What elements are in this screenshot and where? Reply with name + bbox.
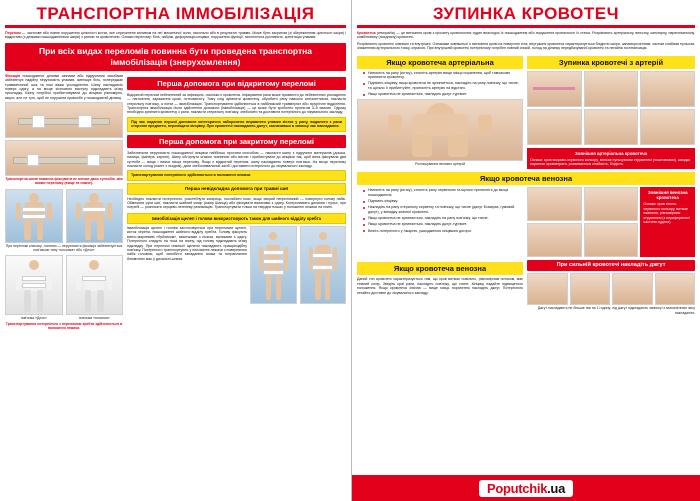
photo-tourniquet-step-3: [612, 273, 653, 305]
arterial-step: Підніміть кінцівку, якщо кровотеча не зупиняється, накладіть на рану пов'язку, що тисне, та щільно її прибинтуйте, притисніть артерію на відстані.: [363, 81, 523, 90]
bleeding-intro-text: (гемораґія) — це витікання крові з просвіту кровоносних судин внаслідок їх пошкодження або порушення проникності їх стінки. Розрізняють артеріальну, венозну, капілярну, паренхіматозну, комбіновану (поєднану) кровотечі.: [357, 31, 695, 40]
closed-fracture-text: Забезпечити нерухомість пошкодженої кінцівки найбільш простим способом — накласти шину з підручних матеріалів (дошка, палиця, фанера, картон). Шину обгорнути м'якою тканиною або ватою і прибинтувати до кінцівки так, щоб вона фіксувала два суглоби — вище і нижче місця перелому. Якщо є відкритий перелом, шину накладають поверх пов'язки. На місце перелому покласти холод (пакет з льодом), дати знеболювальний засіб і доставити потерпілого до лікувального закладу.: [127, 150, 346, 169]
photo-tourniquet-step-4: [655, 273, 696, 305]
venous-step: Натисніть на рану (кістку), стисніть рану серветкою та щільно притисніть до місця пошкодження.: [363, 188, 523, 197]
photo-venous-forearm: [527, 223, 582, 257]
photo-venous-arm: [584, 187, 639, 221]
brand-bar: [352, 475, 700, 501]
photo-artery-pressure-leg: [640, 109, 695, 145]
photo-artery-pressure-hand: [527, 109, 582, 145]
photo-artery-pressure-thigh: [584, 109, 639, 145]
photo-dezo-bandage: [5, 189, 63, 243]
right-title: ЗУПИНКА КРОВОТЕЧ: [432, 4, 620, 23]
bleeding-intro-lead: Кровотеча: [357, 31, 376, 35]
photo-caption-clavicle: При переломі ключиці, лопатки — нерухомість фіксація забезпечується пов'язкою типу «косинка» або «Дезо»: [5, 243, 123, 252]
left-red-banner: При всіх видах переломів повинна бути проведена транспортна іммобілізація (знерухомлення): [5, 43, 346, 71]
photo-dezo-front: [5, 255, 63, 315]
arterial-heading: Якщо кровотеча артеріальна: [357, 56, 523, 69]
bleeding-intro-2: Розрізняють кровотечі зовнішні та внутрішні. Ознаками зовнішньої є витікання крові на поверхню тіла; внутрішня кровотеча характеризується блідістю шкіри, запамороченням, частим слабким пульсом, зниженням артеріального тиску, спрагою. При внутрішній кровотечі потерпілому потрібен повний спокій, холод на ділянку передбачуваної кровотечі та негайна госпіталізація.: [357, 41, 695, 51]
photo-kosynka-bandage: [66, 189, 124, 243]
closed-fracture-heading: Перша допомога при закритому переломі: [127, 135, 346, 148]
external-arterial-title: Зовнішня артеріальна кровотеча: [574, 150, 648, 156]
fixation-text: пошкодженої ділянки шинами або підручними засобами забезпечує надійну нерухомість уламків, зменшує біль, попереджає травматичний шок та інші важкі ускладнення. Шину накладають поверх одягу, а на місце кісткового виступу підкладають м'яку прокладку. Шину потрібно прибинтовувати до кінцівки рівномірно, міцно, але не туго, щоб не порушити кровообіг у пошкодженій ділянці.: [5, 73, 124, 100]
external-venous-text: Ознаки: кров темно-червоного кольору, витікає повільно, рівномірним струменем (з периферичної частини судини).: [643, 202, 691, 225]
tourniquet-note: Джгут накладають не більше ніж на 1 годину; під джгут підкладають записку із зазначенням часу накладання.: [537, 306, 695, 315]
neck-injury-heading: Перша невідкладна допомога при травмі шиї: [127, 183, 346, 195]
photo-kosynka-front: [66, 255, 124, 315]
left-intro: [5, 31, 346, 40]
venous-step: Підніміть кінцівку.: [363, 199, 523, 204]
venous-step: Якщо кровотеча не зупиняється, накладіть джгут-турнікет.: [363, 222, 523, 227]
right-title-rule: [357, 25, 695, 28]
photo-artery-pressure-arm: [640, 71, 695, 107]
open-fracture-text: Відкритий перелом небезпечний за інфекцією, оскільки є кровотеча. Інфікування рани може призвести до небезпечних ускладнень — нагноєння, зараження крові, остеомієліту. Тому слід зупинити кровотечу, обробити рану навколо антисептиком, накласти стерильну пов'язку, а потім — іммобілізацію. Транспортування здійснюється в найближчий травмпункт або хірургічне відділення. Транспортна іммобілізація після здійснення допомоги (іммобілізація) — це може бути зроблено протягом 3–5 хвилин. Одразу необхідно зупинити кровотечу з рани, накласти стерильну пов'язку, знеболити та доставити потерпілого до лікувального закладу.: [127, 92, 346, 115]
photo-caption-spine: Транспортування потерпілого з переломом хребта здійснюється в положенні лежачи.: [5, 322, 123, 331]
fixation-lead: Фіксація: [5, 73, 21, 78]
label-kosynka: пов'язка «косинка»: [78, 316, 110, 321]
venous-step: Якщо кровотеча не зупиняється, накладіть на рану пов'язку, що тисне.: [363, 216, 523, 221]
arterial-photos-heading: Зупинка кровотечі з артерій: [527, 56, 695, 69]
photo-artery-pressure-neck: [527, 71, 582, 107]
photo-venous-neck: [527, 187, 582, 221]
left-title-rule: [5, 25, 346, 28]
left-intro-lead: Перелом: [5, 31, 21, 35]
venous-step: Везіть потерпілого у лікарню, ушкодженою кінцівкою догори.: [363, 229, 523, 234]
left-text-column: [127, 74, 346, 331]
photo-splint-arm: [5, 102, 123, 138]
label-dezo: пов'язка «Дезо»: [20, 316, 47, 321]
arterial-figure-caption: Розташування великих артерій: [414, 161, 466, 166]
brand-domain: .ua: [547, 480, 566, 496]
left-photo-column: [5, 74, 123, 331]
venous-2-heading: Якщо кровотеча венозна: [357, 262, 523, 275]
external-arterial-text: Ознаки: кров яскраво-червоного кольору, витікає пульсуючим струменем (поштовхами), швидко наростає крововтрата, розвивається слабкість, блідість.: [530, 157, 691, 167]
head-immobilization-text: Іммобілізація щелеп і голови застосовується при переломах щелеп, кісток черепа, пошкодженні шийного відділу хребта. Голову фіксують ватно-марлевим «бубликом», мішечками з піском, валиками з одягу. Потерпілого кладуть на ноші на спину, під голову підкладають м'яку підкладку. При переломі нижньої щелепи накладають пращоподібну пов'язку. Потерпілого транспортують у положенні лежачи з поверненою набік головою, щоб запобігти западанню язика та потраплянню блювотних мас у дихальні шляхи.: [127, 225, 247, 261]
photo-tourniquet-step-1: [527, 273, 568, 305]
arterial-step: Якщо кровотеча не зупиняється, накладіть джгут-турнікет.: [363, 92, 523, 97]
venous-steps: [357, 188, 523, 233]
arterial-step: Натисніть на рану (кістку), стисніть артерію вище місця поранення, щоб тимчасово припинити кровотечу.: [363, 71, 523, 80]
external-arterial-box: [527, 148, 695, 170]
photo-venous-hand: [584, 223, 639, 257]
photo-spine-board-front: [250, 226, 297, 304]
left-intro-text: — часткове або повне порушення цілісності кістки, яке спричинене впливом на неї механічної сили, насильно або в результаті травми. Може бути закритим (зі збереженням цілісності шкіри) і відкритим (з деякими пошкодженнями шкіри) з раною та кровотечею. Ознаки перелому: біль, набряк, деформація кінцівки, порушення функції, патологічна рухливість, крепітація уламків.: [5, 31, 346, 40]
photo-splint-leg: [5, 140, 123, 176]
photo-tourniquet-step-2: [570, 273, 611, 305]
closed-fracture-note: Транспортування потерпілого здійснюється в положенні лежачи.: [127, 170, 346, 181]
right-panel: [352, 0, 700, 501]
venous-step: Накладіть на рану стерильну серветку та пов'язку, що тисне (джгут Есмарха, гумовий джгут), у випадку значної кровотечі.: [363, 205, 523, 214]
brand-name: Poputchik: [486, 480, 548, 496]
photo-caption-splint: Транспортна шина повинна фіксувати не менше двох суглобів, між якими перелому (вище та нижче).: [5, 177, 123, 186]
photo-spine-board-back: [300, 226, 347, 304]
bleeding-intro: [357, 31, 695, 40]
open-fracture-heading: Перша допомога при відкритому переломі: [127, 77, 346, 90]
brand-logo[interactable]: [479, 480, 573, 497]
venous-2-text: Даний тип кровотечі характеризується тим, що кров витікає повільно, рівномірним потоком, має темний колір. Зведіть краї рани, накладіть пов'язку, що тисне. Кінцівці надайте підвищеного положення. Якщо кровотеча значна — вище місця поранення накладіть джгут. Потерпілого негайно доставте до лікувального закладу.: [357, 277, 523, 295]
external-venous-box: [640, 187, 695, 257]
neck-injury-text: Необхідно покласти потерпілого, розстебнути комірець, послабити пояс; якщо хворий непритомний — повернути голову набік. Обмежити рухи шиї, накласти шийний комір (комір Шанца) або фіксувати валиками з одягу. Контролювати дихання і пульс, при потребі — розпочати серцево-легеневу реанімацію. Транспортувати тільки на твердих ношах у положенні лежачи на спині.: [127, 196, 346, 210]
arterial-steps: [357, 71, 523, 97]
venous-heading: Якщо кровотеча венозна: [357, 172, 695, 185]
tourniquet-banner: При сильній кровотечі накладіть джгут: [527, 260, 695, 271]
photo-arterial-body-figure: [357, 99, 523, 161]
open-fracture-warning: Під час надання першої допомоги категорично заборонено вправляти уламки кістки у рану, видаляти з рани сторонні предмети, переміщати кінцівку. При кровотечі накладають джгут, зазначивши в записці час накладання.: [127, 117, 346, 132]
photo-artery-pressure-shoulder: [584, 71, 639, 107]
left-title: ТРАНСПОРТНА ІММОБІЛІЗАЦІЯ: [36, 4, 315, 23]
external-venous-title: Зовнішня венозна кровотеча: [647, 190, 688, 201]
fixation-paragraph: [5, 74, 123, 100]
head-immobilization-heading: Іммобілізація щелеп і голови використовують також для шийного відділу хребта: [127, 213, 346, 224]
